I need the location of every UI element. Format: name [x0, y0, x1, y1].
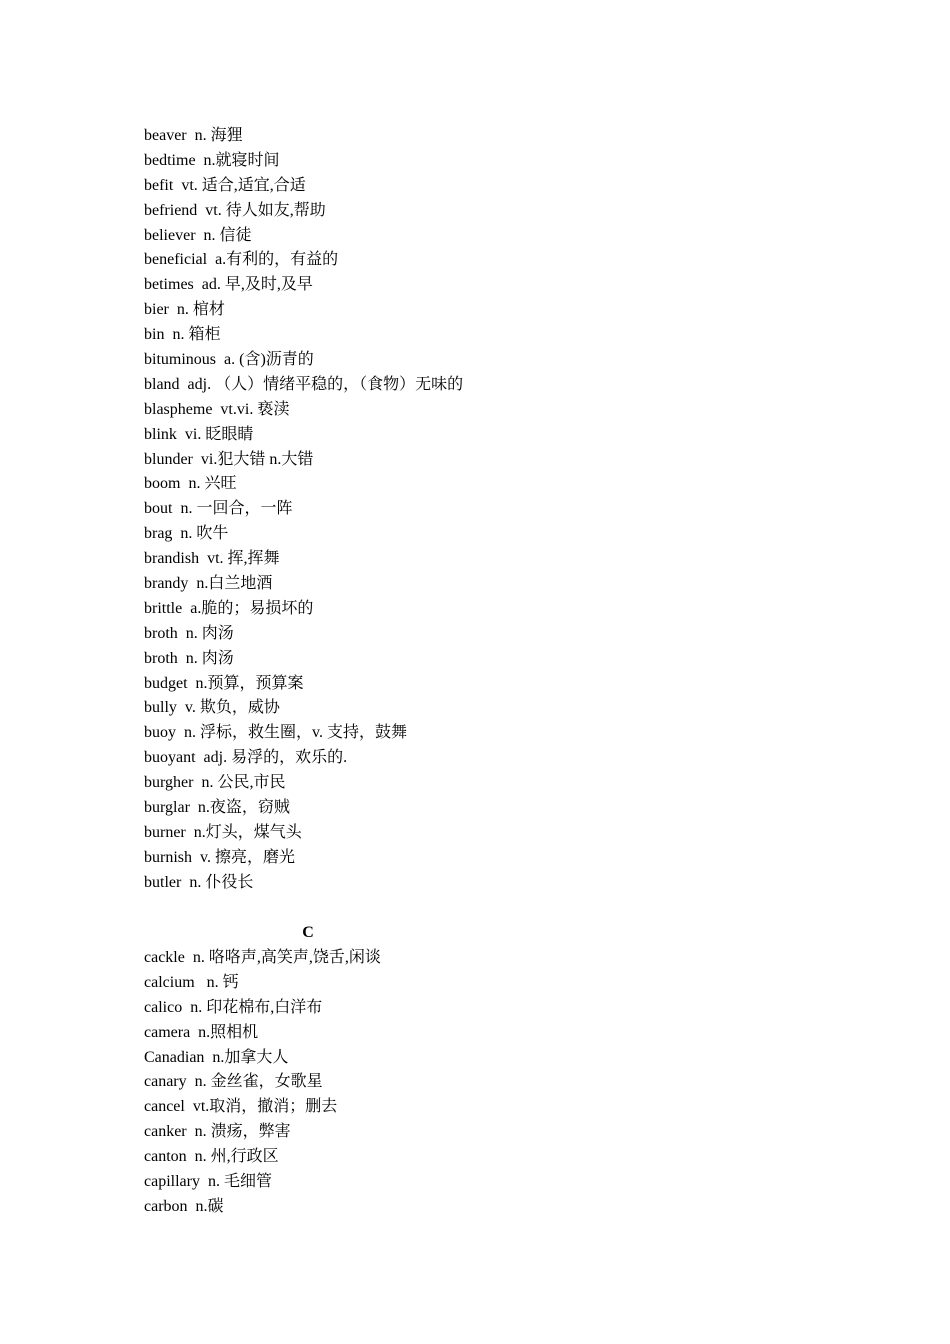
- vocab-entry: betimes ad. 早,及时,及早: [144, 276, 313, 294]
- vocab-entry: cancel vt.取消，撤消；删去: [144, 1098, 338, 1116]
- vocab-entry: believer n. 信徒: [144, 226, 252, 244]
- vocab-entry: brandish vt. 挥,挥舞: [144, 550, 280, 568]
- vocab-entry: broth n. 肉汤: [144, 649, 234, 667]
- vocab-entry: burgher n. 公民,市民: [144, 774, 286, 792]
- vocab-entry: beneficial a.有利的，有益的: [144, 251, 339, 269]
- vocab-entry: blink vi. 眨眼睛: [144, 425, 254, 443]
- vocab-entry: brittle a.脆的；易损坏的: [144, 599, 314, 617]
- vocab-entry: canker n. 溃疡，弊害: [144, 1123, 291, 1141]
- vocab-entry: befit vt. 适合,适宜,合适: [144, 176, 306, 194]
- vocab-entry: cackle n. 咯咯声,高笑声,饶舌,闲谈: [144, 949, 381, 966]
- vocab-entry: bout n. 一回合，一阵: [144, 500, 293, 518]
- vocab-entry: boom n. 兴旺: [144, 475, 237, 493]
- vocab-entry: calico n. 印花棉布,白洋布: [144, 998, 323, 1016]
- vocab-entry: befriend vt. 待人如友,帮助: [144, 201, 326, 219]
- vocab-entry: burnish v. 擦亮，磨光: [144, 848, 295, 866]
- vocab-entry: bland adj. （人）情绪平稳的，（食物）无味的: [144, 375, 464, 393]
- vocab-entry: capillary n. 毛细管: [144, 1173, 272, 1191]
- vocab-entry: blunder vi.犯大错 n.大错: [144, 450, 314, 468]
- vocab-entry: bier n. 棺材: [144, 301, 225, 319]
- vocab-entry: camera n.照相机: [144, 1023, 259, 1041]
- vocab-entry: bully v. 欺负，威协: [144, 699, 280, 717]
- section-heading-c: C: [302, 924, 314, 941]
- vocabulary-list-b: [144, 124, 844, 896]
- vocab-entry: brandy n.白兰地酒: [144, 575, 273, 593]
- vocab-entry: bituminous a. (含)沥青的: [144, 351, 314, 369]
- vocab-entry: calcium n. 钙: [144, 973, 239, 991]
- vocab-entry: carbon n.碳: [144, 1197, 224, 1215]
- vocab-entry: bin n. 箱柜: [144, 326, 221, 344]
- vocab-entry: canary n. 金丝雀，女歌星: [144, 1073, 323, 1091]
- vocab-entry: broth n. 肉汤: [144, 624, 234, 642]
- vocabulary-list-c: [144, 946, 844, 1220]
- vocab-entry: butler n. 仆役长: [144, 873, 254, 891]
- vocab-entry: burner n.灯头，煤气头: [144, 823, 302, 841]
- vocab-entry: buoy n. 浮标，救生圈，v. 支持，鼓舞: [144, 724, 407, 742]
- vocab-entry: beaver n. 海狸: [144, 127, 243, 144]
- vocab-entry: canton n. 州,行政区: [144, 1148, 279, 1166]
- vocab-entry: budget n.预算，预算案: [144, 674, 304, 692]
- vocab-entry: brag n. 吹牛: [144, 525, 229, 543]
- vocab-entry: burglar n.夜盗，窃贼: [144, 799, 290, 817]
- vocab-entry: buoyant adj. 易浮的，欢乐的.: [144, 749, 348, 767]
- vocab-entry: blaspheme vt.vi. 亵渎: [144, 400, 290, 418]
- vocab-entry: Canadian n.加拿大人: [144, 1048, 289, 1066]
- vocab-entry: bedtime n.就寝时间: [144, 151, 280, 169]
